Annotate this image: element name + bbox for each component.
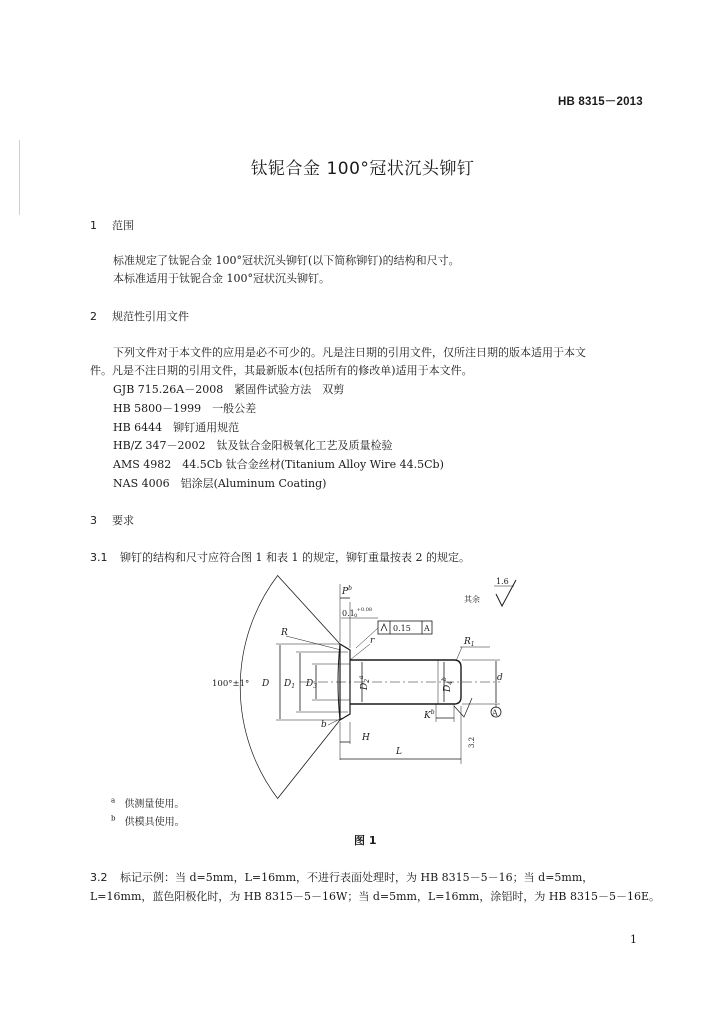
section-title: 规范性引用文件 [112, 310, 189, 323]
label-D4: $D_4^b$ [441, 677, 454, 692]
reference-item: HB 6444 铆钉通用规范 [113, 421, 240, 434]
clause-text: 标记示例：当 d=5mm，L=16mm，不进行表面处理时，为 HB 8315－5－16；当 d=5mm， [120, 871, 594, 884]
label-D3: $D_3$ [306, 679, 318, 690]
roughness-rest-label: 其余 [464, 595, 480, 604]
label-L: L [396, 747, 402, 757]
page-title: 钛铌合金 100°冠状沉头铆钉 [250, 159, 475, 179]
section-3-heading [90, 512, 134, 528]
label-d: d [497, 673, 503, 683]
section-number: 2 [90, 310, 97, 323]
clause-text: 铆钉的结构和尺寸应符合图 1 和表 1 的规定，铆钉重量按表 2 的规定。 [120, 551, 470, 564]
label-D2: $D_2^a$ [358, 675, 371, 690]
section-1-heading [90, 217, 134, 233]
label-r: r [370, 636, 375, 646]
frame-datum: A [424, 624, 430, 633]
clause-number: 3.2 [90, 871, 108, 884]
tolerance-value: 0.1 $^{+0.08}$ 0 [342, 607, 373, 619]
clause-3-2 [90, 869, 593, 885]
figure-caption: 图 1 [354, 834, 377, 847]
reference-item: HB 5800－1999 一般公差 [113, 402, 257, 415]
cone-extension-line [278, 720, 340, 798]
paragraph: 标准规定了钛铌合金 100°冠状沉头铆钉(以下简称铆钉)的结构和尺寸。 [113, 254, 460, 267]
reference-item: GJB 715.26A－2008 紧固件试验方法 双剪 [113, 383, 345, 396]
paragraph: 下列文件对于本文件的应用是必不可少的。凡是注日期的引用文件，仅所注日期的版本适用于本文 [113, 346, 586, 359]
note-mark: a [111, 796, 116, 805]
label-H: H [362, 733, 370, 743]
document-code: HB 8315－2013 [558, 96, 643, 108]
label-D: D [262, 679, 270, 689]
figure-note [111, 813, 185, 828]
paragraph: 本标准适用于钛铌合金 100°冠状沉头铆钉。 [113, 272, 330, 285]
paragraph: 件。凡是不注日期的引用文件，其最新版本(包括所有的修改单)适用于本文件。 [90, 364, 473, 377]
note-text: 供测量使用。 [124, 799, 185, 810]
frame-value: 0.15 [393, 624, 411, 633]
label-K: $K^b$ [424, 709, 435, 721]
section-number: 1 [90, 219, 97, 232]
label-P: $P^b$ [342, 585, 352, 597]
section-title: 要求 [112, 514, 134, 527]
label-b: b [321, 720, 327, 730]
clause-text-continued: L=16mm，蓝色阳极化时，为 HB 8315－5－16W；当 d=5mm，L=16mm，涂铝时，为 HB 8315－5－16E。 [90, 890, 661, 903]
roughness-value: 1.6 [496, 577, 509, 586]
rivet-drawing [200, 572, 640, 804]
label-D1: $D_1$ [284, 679, 296, 690]
section-2-heading [90, 308, 189, 324]
roughness-symbol [454, 698, 472, 717]
label-R1: $R_1$ [464, 637, 475, 648]
label-R: R [281, 628, 288, 638]
datum-label: A [492, 708, 498, 718]
section-number: 3 [90, 514, 97, 527]
note-mark: b [111, 814, 116, 823]
reference-item: NAS 4006 铝涂层(Aluminum Coating) [113, 477, 327, 490]
note-text: 供模具使用。 [124, 817, 185, 828]
clause-3-1 [90, 549, 470, 565]
angle-label: 100°±1° [212, 679, 250, 689]
reference-item: HB/Z 347－2002 钛及钛合金阳极氧化工艺及质量检验 [113, 439, 393, 452]
clause-number: 3.1 [90, 551, 108, 564]
roughness-side-value: 3.2 [468, 736, 476, 748]
page-number: 1 [630, 933, 637, 946]
section-title: 范围 [112, 219, 134, 232]
reference-item: AMS 4982 44.5Cb 钛合金丝材(Titanium Alloy Wire 44.5Cb) [113, 458, 444, 471]
figure-note [111, 795, 184, 810]
